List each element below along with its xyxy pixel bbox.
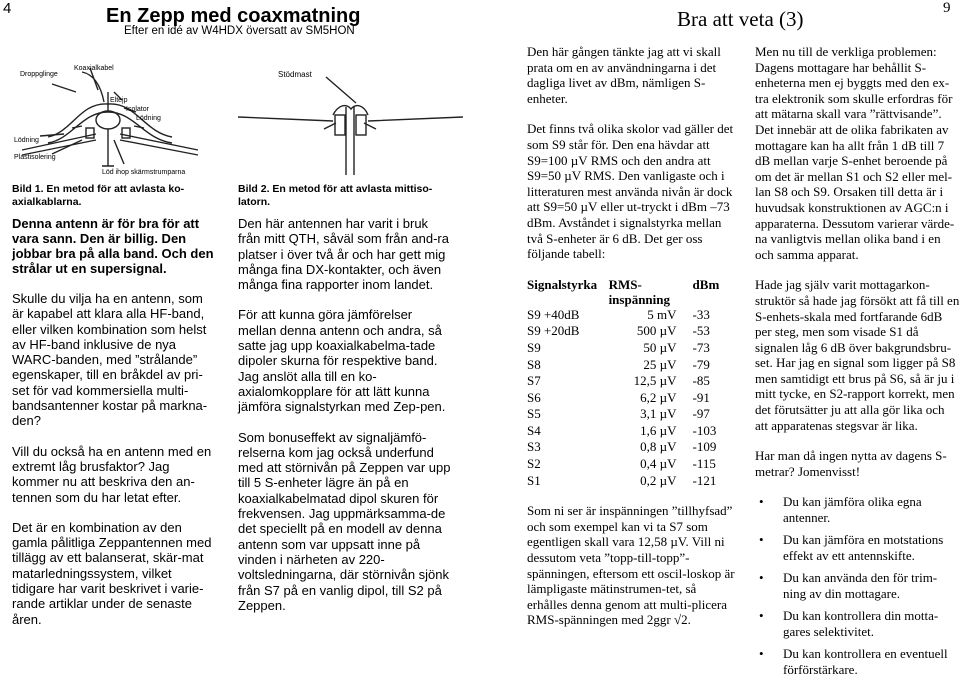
figure1-label-5: Lödning <box>14 137 39 144</box>
table-row <box>527 323 732 340</box>
bullet-item: • Du kan jämföra olika egna antenner. <box>755 494 960 525</box>
figure1-label-2: Eltejp <box>110 97 128 104</box>
bullet-item: • Du kan kontrollera en eventuell förförstärkare. <box>755 646 960 677</box>
column-3 <box>527 44 739 643</box>
table-cell: 0,2 µV <box>640 472 677 488</box>
table-cell: 0,4 µV <box>640 456 677 472</box>
article-title: En Zepp med coaxmatning <box>106 5 361 27</box>
paragraph: Den här gången tänkte jag att vi skall prata om en av användningarna i det dagliga livet av dBm, nämligen S-enheter. <box>527 44 721 106</box>
table-header-row <box>527 277 732 307</box>
figure2-caption: Bild 2. En metod för att avlasta mittiso-latorn. <box>238 183 433 208</box>
figure-coax-strain-relief <box>12 62 212 177</box>
table-cell: 1,6 µV <box>640 422 677 438</box>
figure1-caption: Bild 1. En metod för att avlasta ko-axialkablarna. <box>12 183 185 208</box>
table-cell: -115 <box>692 456 716 472</box>
paragraph: Vill du också ha en antenn med en extremt låg brusfaktor? Jag kommer nu att beskriva den an-tennen som du har letat efter. <box>12 443 212 505</box>
table-cell: -109 <box>692 439 717 455</box>
bullet-item: • Du kan använda den för trim-ning av din mottagare. <box>755 570 960 601</box>
paragraph: Som ni ser är inspänningen ”tillhyfsad” och som exempel kan vi ta S7 som egentligen skall vara 12,58 µV. Vill ni dessutom veta ”topp-till-topp”-spänningen, eftersom ett oscil-loskop är lämpligaste mätinstrumen-tet, så erhålles denna genom att multi-plicera RMS-spänningen med 2ggr √2. <box>527 503 735 628</box>
paragraph: Det finns två olika skolor vad gäller det som S9 står för. Den ena hävdar att S9=100 µV RMS och den andra att S9=50 µV RMS. Den vanligaste och i litteraturen mest använda nivån är dock att S9=50 µV eller ut-tryckt i dBm –73 dBm. Avståndet i signalstyrka mellan två S-enheter är 6 dB. Det ger oss följande tabell: <box>527 121 734 262</box>
figure1-label-3: Isolator <box>126 106 149 113</box>
figure1-label-0: Droppglinge <box>20 71 58 78</box>
table-row <box>527 390 732 407</box>
table-cell: -121 <box>692 472 717 488</box>
table-cell: S5 <box>527 406 541 422</box>
table-cell: S9 +20dB <box>527 323 580 339</box>
table-cell: 50 µV <box>643 339 677 355</box>
table-row <box>527 439 732 456</box>
table-cell: S6 <box>527 389 541 405</box>
table-cell: S2 <box>527 456 541 472</box>
figure1-label-4: Lödning <box>136 115 161 122</box>
column-4 <box>755 44 960 684</box>
table-cell: 5 mV <box>647 306 677 322</box>
table-row <box>527 423 732 440</box>
table-cell: -97 <box>692 406 710 422</box>
figure1-label-7: Löd ihop skärmstrumparna <box>102 169 186 176</box>
article-subtitle: Efter en idé av W4HDX översatt av SM5HON <box>124 25 355 37</box>
paragraph: Det är en kombination av den gamla pålitliga Zeppantennen med tillägg av ett balanserat, skär-mat matarledningssystem, vilket tidigare har varit beskrivet i varie-rande artiklar under de senaste åren. <box>12 519 212 627</box>
table-cell: S3 <box>527 439 541 455</box>
paragraph: Skulle du vilja ha en antenn, som är kapabel att klara alla HF-band, eller vilken kombination som helst av HF-band inklusive de nya WARC-banden, med ”strålande” egenskaper, till en bråkdel av pri-set för vad kommersiella multi-bandsantenner kostar på markna-den? <box>12 291 208 429</box>
paragraph: Men nu till de verkliga problemen: Dagens mottagare har behållit S-enheterna men ej byggts med den ex-tra elektronik som skulle erfordras för att mätarna skall vara ”rättvisande”. Det innebär att de olika fabrikaten av mottagare kan ha allt från 1 dB till 7 dB mellan varje S-enhet beroende på om det är mellan S1 och S2 eller mel-lan S8 och S9. Orsaken till detta är i huvudsak konstruktionen av AGC:n i apparaterna. Dessutom varierar värde-na vanligtvis mellan olika band i en och samma apparat. <box>755 44 955 262</box>
paragraph: Har man då ingen nytta av dagens S-metrar? Jomenvisst! <box>755 448 947 479</box>
table-cell: -79 <box>692 356 710 372</box>
table-row <box>527 456 732 473</box>
left-page-number: 4 <box>3 0 12 17</box>
table-cell: S9 +40dB <box>527 306 580 322</box>
figure2-label-0: Stödmast <box>278 70 312 79</box>
paragraph: Som bonuseffekt av signaljämfö-relserna kom jag också underfund med att störnivån på Zeppen var upp till 5 S-enheter lägre än på en koaxialkabelmatad dipol skuren för frekvensen. Jag uppmärksamma-de det speciellt på en modell av denna antenn som var uppsatt inne på vinden i närheten av 220-voltsledningarna, där störnivån sjönk från S7 på en vanlig dipol, till S2 på Zeppen. <box>238 429 451 613</box>
figure-center-insulator-support <box>238 45 463 180</box>
table-row <box>527 406 732 423</box>
table-cell: 12,5 µV <box>633 373 677 389</box>
figure1-label-6: Plastisolering <box>14 154 56 161</box>
section-title: Bra att veta (3) <box>677 7 804 31</box>
table-cell: S4 <box>527 422 541 438</box>
table-header: dBm <box>692 276 720 292</box>
bullet-item: • Du kan kontrollera din motta-gares selektivitet. <box>755 608 960 639</box>
column-1 <box>12 216 214 642</box>
table-cell: S8 <box>527 356 541 372</box>
table-cell: 3,1 µV <box>640 406 677 422</box>
s-unit-table <box>527 277 732 490</box>
table-header: Signalstyrka <box>527 276 598 292</box>
table-row <box>527 373 732 390</box>
right-page-number: 9 <box>943 0 951 16</box>
figure1-label-1: Koaxialkabel <box>74 65 114 72</box>
table-cell: -103 <box>692 422 717 438</box>
paragraph: Hade jag själv varit mottagarkon-struktör så hade jag försökt att få till en S-enhets-skala med fortfarande 6dB per steg, men som visade S1 då signalen låg 6 dB över bakgrundsbru-set. Har jag en signal som ligger på S8 men samtidigt ett brus på S6, så är ju i mitt tycke, en S2-rapport korrekt, men det förutsätter ju att alla gör lika och att apparatenas stegsvar är lika. <box>755 277 960 433</box>
table-cell: -85 <box>692 373 710 389</box>
table-cell: -53 <box>692 323 710 339</box>
table-cell: 6,2 µV <box>640 389 677 405</box>
table-cell: -33 <box>692 306 710 322</box>
table-cell: S1 <box>527 472 541 488</box>
paragraph: För att kunna göra jämförelser mellan denna antenn och andra, så satte jag upp koaxialkabelma-tade dipoler skurna för respektive band. Jag anslöt alla till en ko-axialomkopplare för att lätt kunna jämföra signalstyrkan med Zep-pen. <box>238 307 446 415</box>
table-row <box>527 473 732 490</box>
bullet-list <box>755 494 960 677</box>
table-cell: -73 <box>692 339 710 355</box>
table-row <box>527 307 732 324</box>
bullet-item: • Du kan jämföra en motstations effekt av ett antennskifte. <box>755 532 960 563</box>
lead-paragraph: Denna antenn är för bra för att vara sann. Den är billig. Den jobbar bra på alla band. Och den strålar ut en supersignal. <box>12 216 214 276</box>
table-row <box>527 357 732 374</box>
table-cell: 500 µV <box>636 323 677 339</box>
table-cell: S9 <box>527 339 541 355</box>
table-cell: -91 <box>692 389 710 405</box>
table-cell: S7 <box>527 373 541 389</box>
table-row <box>527 340 732 357</box>
paragraph: Den här antennen har varit i bruk från mitt QTH, såväl som från and-ra platser i över två år och har gett mig många fina DX-kontakter, och även många fina rapporter inom landet. <box>238 216 449 293</box>
table-cell: 0,8 µV <box>640 439 677 455</box>
column-2 <box>238 216 452 628</box>
table-header: RMS-inspänning <box>608 276 670 307</box>
table-cell: 25 µV <box>643 356 677 372</box>
